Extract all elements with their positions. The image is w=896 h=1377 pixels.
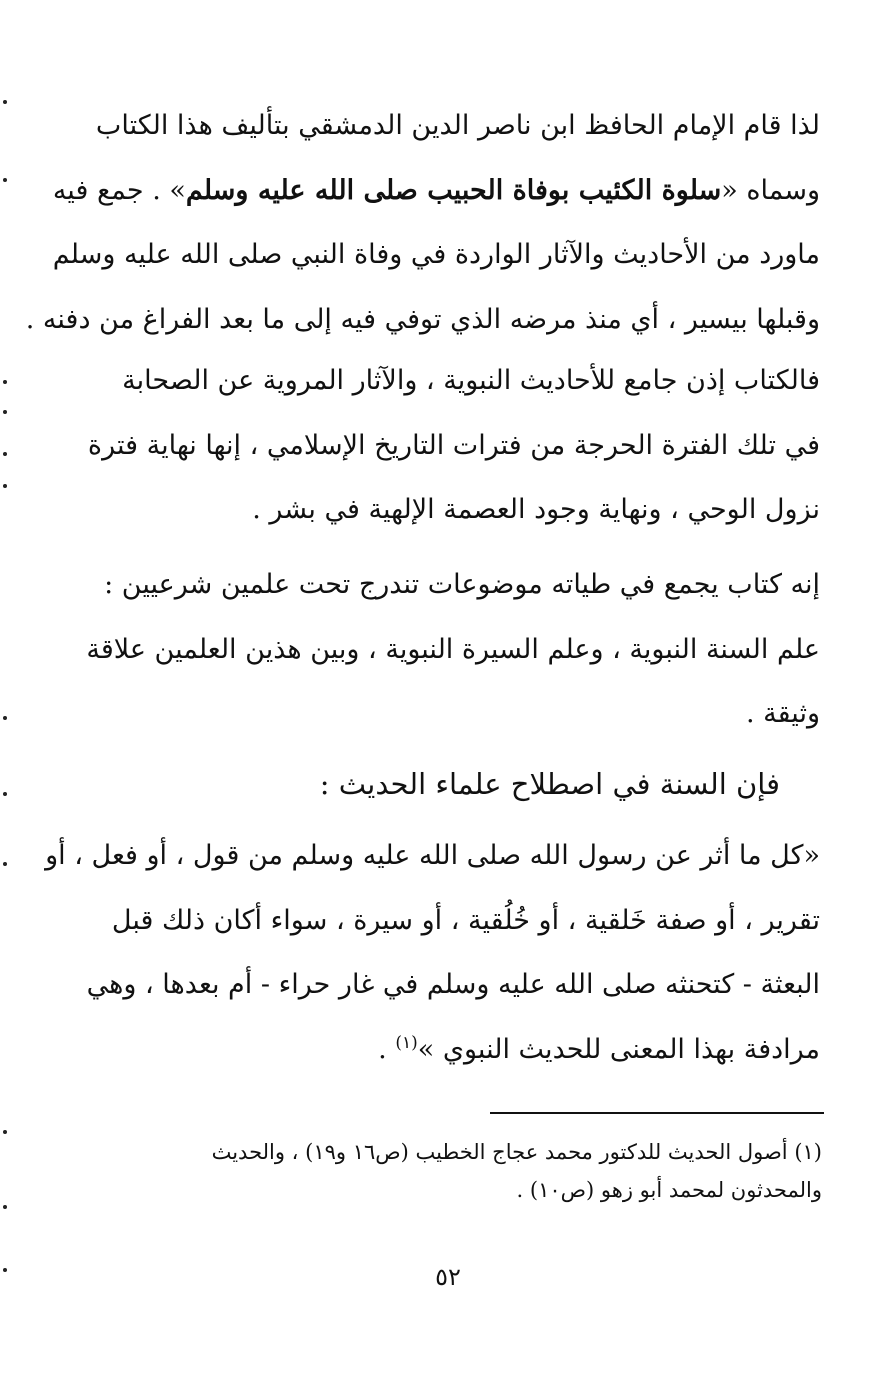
footnote-separator [490,1112,824,1114]
paragraph-2 [87,349,820,543]
text-line: إنه كتاب يجمع في طياته موضوعات تندرج تحت علمين شرعيين : [104,569,820,600]
text-fragment: مرادفة بهذا المعنى للحديث النبوي » [417,1033,820,1065]
text-fragment: » . جمع فيه [52,174,186,206]
margin-mark [3,792,7,796]
text-line: لذا قام الإمام الحافظ ابن ناصر الدين الدمشقي بتأليف هذا الكتاب [95,110,820,141]
footnote-line: (١) أصول الحديث للدكتور محمد عجاج الخطيب (ص١٦ و١٩) ، والحديث [211,1140,822,1164]
margin-mark [3,484,7,488]
text-line: وثيقة . [746,698,820,729]
text-fragment: . [378,1033,396,1065]
footnote [118,1133,822,1209]
margin-mark [3,410,7,414]
margin-mark [3,452,7,456]
margin-mark [3,178,7,182]
text-line-with-title [52,159,820,224]
text-line: وقبلها بيسير ، أي منذ مرضه الذي توفي فيه إلى ما بعد الفراغ من دفنه . [25,303,820,335]
footnote-reference: (١) [395,1032,418,1053]
text-line: علم السنة النبوية ، وعلم السيرة النبوية ، وبين هذين العلمين علاقة [86,633,820,665]
paragraph-3 [86,553,820,747]
margin-mark [3,716,7,720]
text-line: فالكتاب إذن جامع للأحاديث النبوية ، والآثار المروية عن الصحابة [122,365,820,396]
footnote-line: والمحدثون لمحمد أبو زهو (ص١٠) . [516,1178,822,1202]
page-number: ٥٢ [435,1263,461,1291]
margin-mark [3,1130,7,1134]
margin-mark [3,100,7,104]
text-line: ماورد من الأحاديث والآثار الواردة في وفاة النبي صلى الله عليه وسلم [52,239,820,270]
margin-mark [3,862,7,866]
book-title: سلوة الكئيب بوفاة الحبيب صلى الله عليه وسلم [185,174,722,206]
paragraph-1 [25,94,820,352]
margin-mark [3,1205,7,1209]
section-heading: فإن السنة في اصطلاح علماء الحديث : [319,767,780,801]
text-line: «كل ما أثر عن رسول الله صلى الله عليه وسلم من قول ، أو فعل ، أو [45,840,820,871]
text-line: في تلك الفترة الحرجة من فترات التاريخ الإسلامي ، إنها نهاية فترة [87,429,820,461]
paragraph-4-quote [45,824,820,1082]
text-line: البعثة - كتحنثه صلى الله عليه وسلم في غار حراء - أم بعدها ، وهي [86,969,820,1000]
text-line: تقرير ، أو صفة خَلقية ، أو خُلُقية ، أو سيرة ، سواء أكان ذلك قبل [111,904,820,936]
text-line: نزول الوحي ، ونهاية وجود العصمة الإلهية في بشر . [252,494,820,525]
margin-mark [3,1268,7,1272]
text-fragment: وسماه « [721,174,820,206]
text-line-last [118,1018,820,1083]
margin-mark [3,380,7,384]
